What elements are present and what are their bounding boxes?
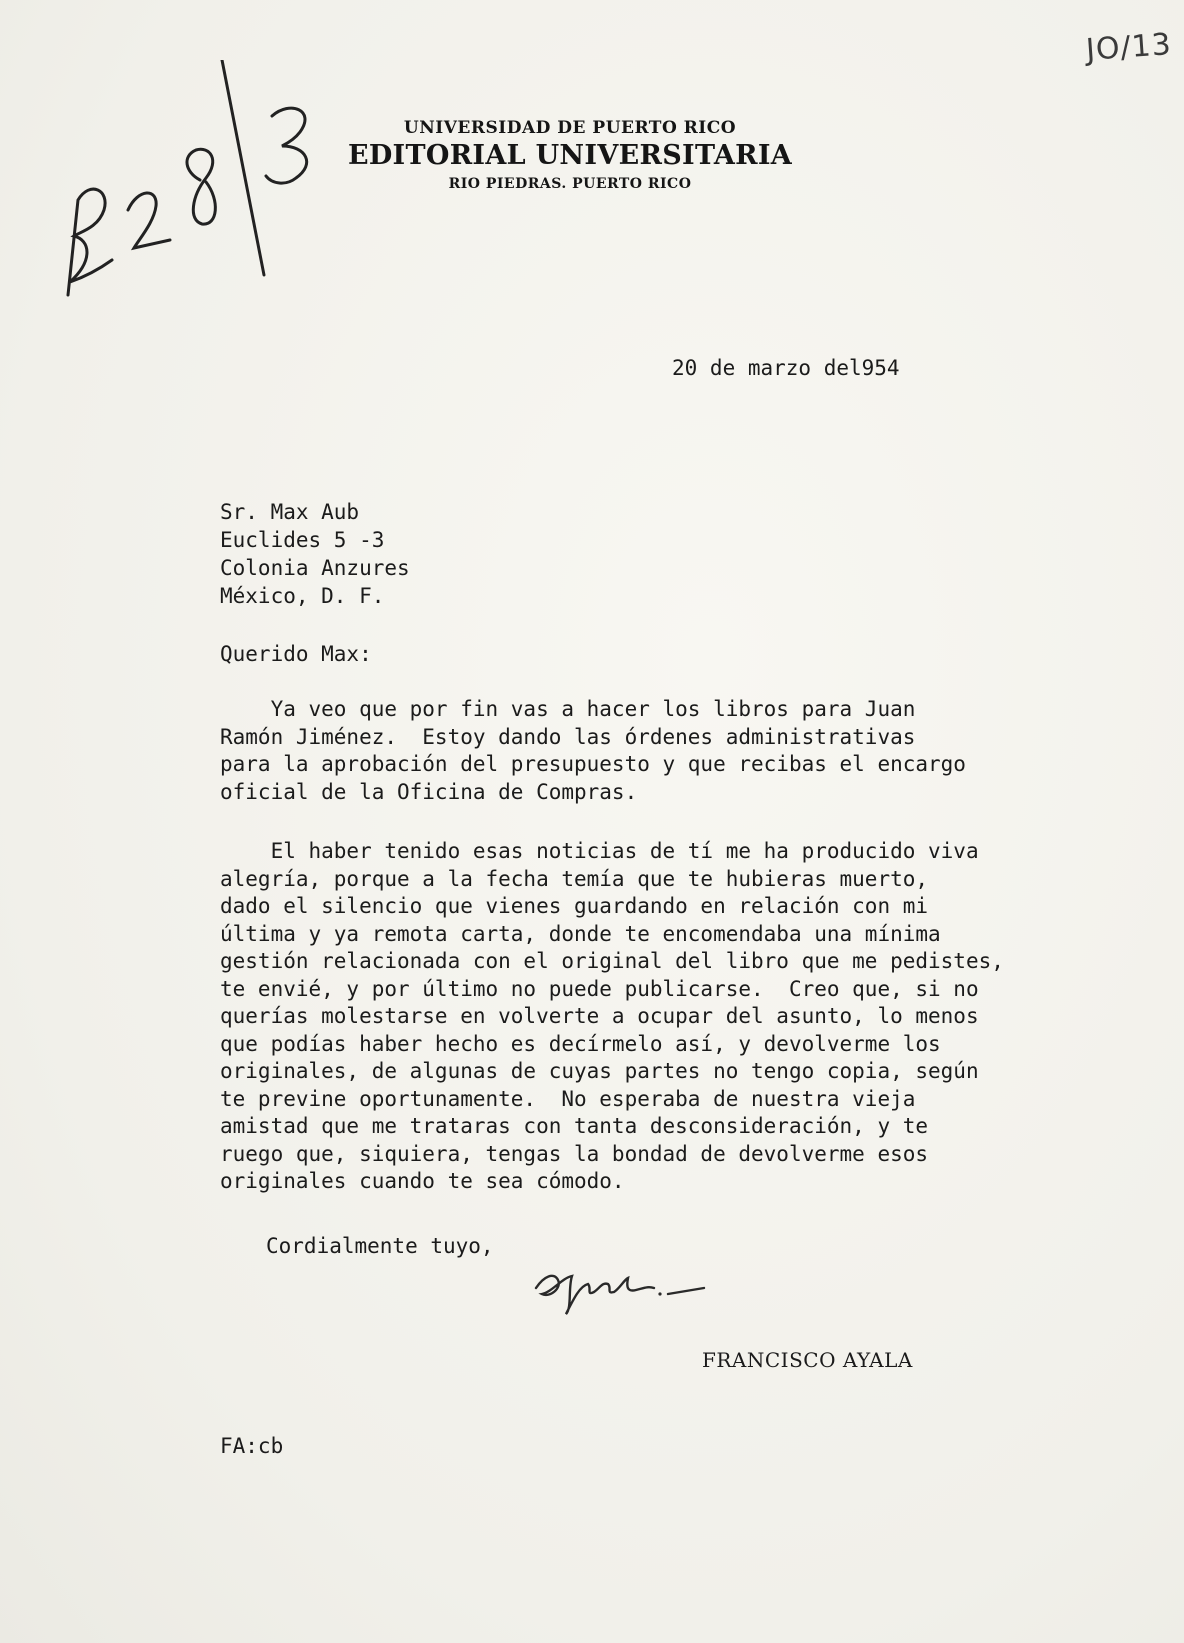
- paragraph-line: dado el silencio que vienes guardando en relación con mi: [220, 894, 929, 918]
- paragraph-line: gestión relacionada con el original del libro que me pedistes,: [220, 949, 1004, 973]
- paragraph-line: Ya veo que por fin vas a hacer los libros para Juan: [220, 697, 916, 721]
- paragraph-line: oficial de la Oficina de Compras.: [220, 779, 638, 804]
- recipient-colony: Colonia Anzures: [220, 556, 410, 580]
- paragraph-line: alegría, porque a la fecha temía que te hubieras muerto,: [220, 866, 929, 891]
- paragraph-line: amistad que me trataras con tanta desconsideración, y te: [220, 1114, 929, 1138]
- paragraph-line: para la aprobación del presupuesto y que recibas el encargo: [220, 752, 966, 776]
- recipient-city: México, D. F.: [220, 584, 385, 608]
- paragraph-line: te previne oportunamente. No esperaba de nuestra vieja: [220, 1086, 916, 1111]
- recipient-address: [220, 498, 410, 610]
- letterhead: [330, 116, 810, 196]
- closing: Cordialmente tuyo,: [266, 1234, 494, 1258]
- typist-initials: FA:cb: [220, 1434, 284, 1458]
- paragraph-line: Ramón Jiménez. Estoy dando las órdenes administrativas: [220, 724, 916, 749]
- letterhead-location: RIO PIEDRAS. PUERTO RICO: [448, 176, 692, 192]
- salutation: Querido Max:: [220, 642, 372, 666]
- paragraph-line: originales cuando te sea cómodo.: [220, 1169, 625, 1193]
- paragraph-line: te envié, y por último no puede publicarse. Creo que, si no: [220, 976, 979, 1001]
- paragraph-line: última y ya remota carta, donde te encomendaba una mínima: [220, 921, 941, 946]
- recipient-street: Euclides 5 -3: [220, 528, 385, 552]
- paragraph-line: El haber tenido esas noticias de tí me ha producido viva: [220, 839, 979, 863]
- signer-name: FRANCISCO AYALA: [702, 1348, 913, 1372]
- archive-mark: JO/13: [1084, 27, 1173, 68]
- letterhead-editorial: EDITORIAL UNIVERSITARIA: [347, 140, 793, 171]
- paragraph-line: que podías haber hecho es decírmelo así, y devolverme los: [220, 1031, 941, 1056]
- paragraph-line: querías molestarse en volverte a ocupar del asunto, lo menos: [220, 1004, 979, 1028]
- handwritten-reference-mark: [50, 60, 330, 300]
- recipient-name: Sr. Max Aub: [220, 500, 360, 524]
- paragraph-1: [220, 696, 1010, 806]
- handwritten-signature: [528, 1258, 718, 1318]
- paragraph-line: originales, de algunas de cuyas partes no tengo copia, según: [220, 1059, 979, 1083]
- paragraph-2: [220, 838, 1010, 1196]
- letter-date: 20 de marzo del954: [672, 356, 900, 380]
- paragraph-line: ruego que, siquiera, tengas la bondad de devolverme esos: [220, 1141, 929, 1166]
- letterhead-university: UNIVERSIDAD DE PUERTO RICO: [403, 118, 737, 138]
